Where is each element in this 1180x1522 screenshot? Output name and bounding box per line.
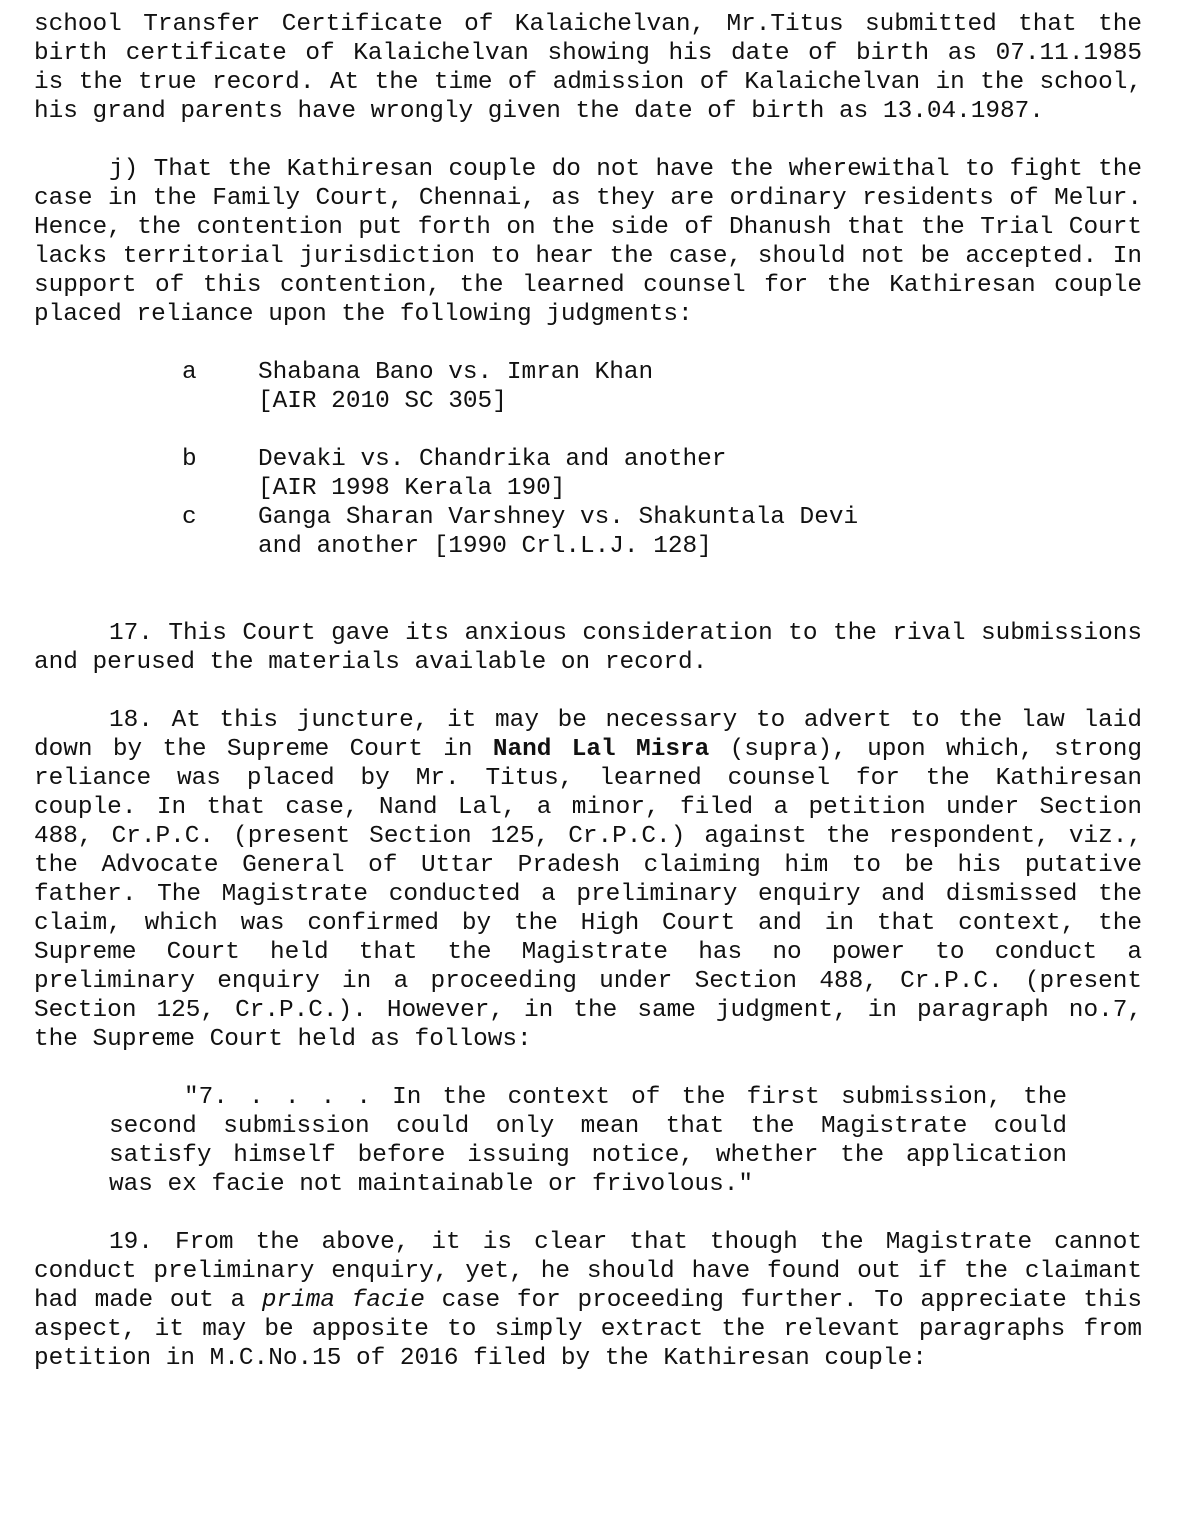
judgment-citation bbox=[258, 358, 1142, 416]
paragraph-19-rest: case for proceeding further. To appreciate this aspect, it may be apposite to simply extract the relevant paragraphs from petition in M.C.No.15 of 2016 filed by the Kathiresan couple: bbox=[34, 1287, 1142, 1372]
paragraph-transfer-certificate: school Transfer Certificate of Kalaichelvan, Mr.Titus submitted that the birth certificate of Kalaichelvan showing his date of birth as 07.11.1985 is the true record. At the time of admission of Kalaichelvan in the school, his grand parents have wrongly given the date of birth as 13.04.1987. bbox=[34, 11, 1142, 125]
judgment-item-b bbox=[182, 445, 1142, 503]
spacer bbox=[34, 1199, 1142, 1228]
judgment-item-c bbox=[182, 503, 1142, 561]
judgment-letter: a bbox=[182, 359, 197, 386]
judgment-reference: and another [1990 Crl.L.J. 128] bbox=[258, 533, 712, 560]
paragraph-18-lead: 18. At this juncture, it may be necessary to advert to the law laid down by the Supreme Court in bbox=[34, 707, 1142, 763]
spacer bbox=[34, 126, 1142, 155]
judgment-title: Shabana Bano vs. Imran Khan bbox=[258, 359, 654, 386]
judgment-letter: b bbox=[182, 446, 197, 473]
paragraph-19 bbox=[34, 1228, 1142, 1373]
document-page bbox=[34, 10, 1142, 1373]
spacer bbox=[34, 561, 1142, 619]
judgment-item-a bbox=[182, 358, 1142, 416]
judgment-title: Devaki vs. Chandrika and another bbox=[258, 446, 727, 473]
judgment-title: Ganga Sharan Varshney vs. Shakuntala Devi bbox=[258, 504, 859, 531]
judgments-list bbox=[182, 358, 1142, 561]
judgment-citation bbox=[258, 445, 1142, 503]
spacer bbox=[34, 329, 1142, 358]
paragraph-j: j) That the Kathiresan couple do not have the wherewithal to fight the case in the Family Court, Chennai, as they are ordinary residents of Melur. Hence, the contention put forth on the side of Dhanush that the Trial Court lacks territorial jurisdiction to hear the case, should not be accepted. In support of this contention, the learned counsel for the Kathiresan couple placed reliance upon the following judgments: bbox=[34, 156, 1142, 328]
spacer bbox=[182, 416, 1142, 445]
judgment-reference: [AIR 2010 SC 305] bbox=[258, 388, 507, 415]
paragraph-17: 17. This Court gave its anxious consideration to the rival submissions and perused the materials available on record. bbox=[34, 620, 1142, 676]
paragraph-18 bbox=[34, 706, 1142, 1054]
judgment-citation bbox=[258, 503, 1142, 561]
judgment-letter: c bbox=[182, 504, 197, 531]
block-quote bbox=[109, 1083, 1067, 1199]
spacer bbox=[34, 1054, 1142, 1083]
spacer bbox=[34, 677, 1142, 706]
latin-term-italic: prima facie bbox=[261, 1287, 425, 1314]
paragraph-18-rest: (supra), upon which, strong reliance was placed by Mr. Titus, learned counsel for the Kathiresan couple. In that case, Nand Lal, a minor, filed a petition under Section 488, Cr.P.C. (present Section 125, Cr.P.C.) against the respondent, viz., the Advocate General of Uttar Pradesh claiming him to be his putative father. The Magistrate conducted a preliminary enquiry and dismissed the claim, which was confirmed by the High Court and in that context, the Supreme Court held that the Magistrate has no power to conduct a preliminary enquiry in a proceeding under Section 488, Cr.P.C. (present Section 125, Cr.P.C.). However, in the same judgment, in paragraph no.7, the Supreme Court held as follows: bbox=[34, 736, 1143, 1053]
case-name-bold: Nand Lal Misra bbox=[492, 736, 710, 763]
paragraph-19-lead: 19. From the above, it is clear that though the Magistrate cannot conduct preliminary enquiry, yet, he should have found out if the claimant had made out a bbox=[34, 1229, 1142, 1314]
quote-text: "7. . . . . In the context of the first submission, the second submission could only mean that the Magistrate could satisfy himself before issuing notice, whether the application was ex facie not maintainable or frivolous." bbox=[109, 1084, 1067, 1198]
judgment-reference: [AIR 1998 Kerala 190] bbox=[258, 475, 566, 502]
